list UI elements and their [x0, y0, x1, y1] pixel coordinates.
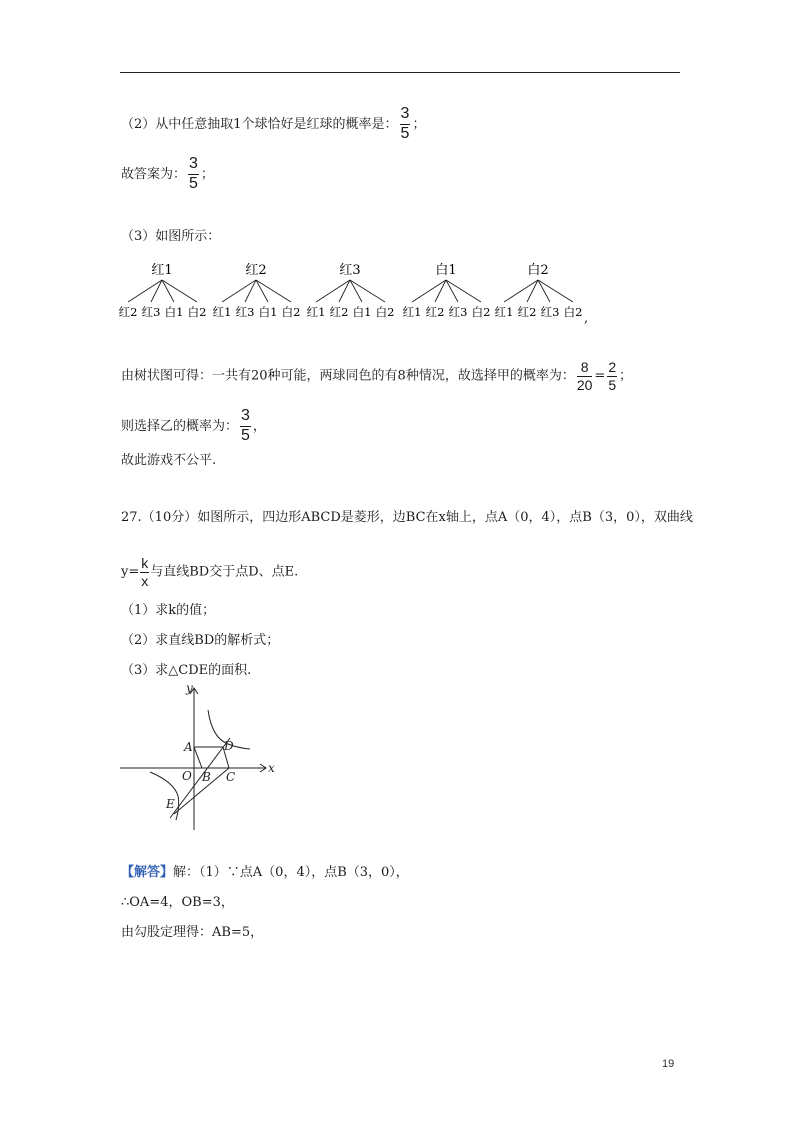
- tree-branch: [256, 280, 291, 302]
- tree-4: [402, 262, 492, 322]
- tree-leaf-label: 红1: [212, 305, 232, 319]
- unfair-line: 故此游戏不公平.: [121, 453, 217, 468]
- tree-leaf-label: 白1: [352, 305, 372, 319]
- solution-line1: [121, 866, 409, 879]
- tree-leaf-label: 红3: [235, 305, 255, 319]
- yi-text: 则选择乙的概率为：: [121, 418, 239, 434]
- tree-leaf-label: 红3: [448, 305, 468, 319]
- fraction-k-over-x: [140, 556, 149, 588]
- tree-leaf-label: 白2: [187, 305, 207, 319]
- tree-result-text: 由树状图可得：一共有20种可能，两球同色的有8种情况，故选择甲的概率为：: [121, 368, 575, 384]
- fraction-numerator: 3: [400, 106, 411, 125]
- tree-leaf-label: 红1: [402, 305, 422, 319]
- solution-line2: ∴OA=4，OB=3，: [121, 895, 234, 910]
- fraction-numerator: 8: [577, 360, 593, 377]
- tree-leaf-label: 白2: [563, 305, 583, 319]
- fraction-numerator: 3: [240, 408, 251, 427]
- rhombus-figure: [108, 680, 283, 839]
- label-c: C: [226, 770, 236, 784]
- page-number: 19: [662, 1058, 675, 1070]
- tree-1: [118, 262, 208, 322]
- label-e: E: [166, 797, 175, 811]
- tree-branch: [350, 280, 385, 302]
- tree-tail-punct: ,: [584, 311, 589, 326]
- solution-tag: 【解答】: [121, 865, 174, 880]
- tree-leaf-label: 白1: [258, 305, 278, 319]
- q27-sub3: （3）求△CDE的面积.: [121, 663, 252, 678]
- header-rule: [120, 72, 680, 73]
- label-b: B: [202, 770, 211, 784]
- fraction-numerator: 2: [608, 359, 617, 375]
- punct: ；: [200, 166, 214, 182]
- solution-text: 解：（1）∵点A（0，4），点B（3，0），: [173, 865, 409, 880]
- tree-result-line: [121, 360, 632, 392]
- part2-text: （2）从中任意抽取1个球恰好是红球的概率是：: [121, 116, 398, 132]
- tree-root-label: 白2: [527, 263, 549, 278]
- fraction-denominator: 5: [400, 124, 410, 142]
- tree-leaf-label: 红2: [517, 305, 537, 319]
- fraction: [400, 106, 411, 143]
- tree-leaf-label: 红2: [425, 305, 445, 319]
- tree-root-label: 红2: [245, 263, 267, 278]
- fraction-denominator: x: [141, 572, 149, 589]
- y-prefix: y=: [121, 564, 140, 580]
- tree-svg: [306, 262, 396, 322]
- tree-svg: [118, 262, 208, 322]
- fraction-denominator: 5: [189, 174, 198, 192]
- part2-line: [121, 106, 425, 143]
- tree-root-label: 白1: [435, 263, 457, 278]
- tree-leaf-label: 白1: [164, 305, 184, 319]
- fraction-denominator: 5: [241, 426, 250, 444]
- tree-3: [306, 262, 396, 322]
- fraction-2-5: [607, 360, 617, 392]
- tree-branch: [538, 280, 573, 302]
- fraction: [240, 408, 251, 445]
- tree-svg: [402, 262, 492, 322]
- tree-leaf-label: 白2: [375, 305, 395, 319]
- tree-root-label: 红1: [151, 263, 173, 278]
- q27-sub1: （1）求k的值；: [121, 603, 216, 618]
- tree-leaf-label: 红2: [118, 305, 138, 319]
- answer-line: [121, 156, 214, 193]
- answer-text: 故答案为：: [121, 166, 187, 182]
- label-d: D: [224, 739, 234, 753]
- yi-probability-line: [121, 408, 266, 445]
- figure-svg: [108, 680, 283, 835]
- tree-leaf-label: 红2: [329, 305, 349, 319]
- q27-line1: 27.（10分）如图所示，四边形ABCD是菱形，边BC在x轴上，点A（0，4），点B（3，0），双曲线: [121, 510, 693, 525]
- punct: ；: [619, 368, 633, 384]
- tree-5: [494, 262, 584, 322]
- equals-sign: =: [594, 368, 606, 384]
- tree-leaf-label: 红1: [306, 305, 326, 319]
- fraction-numerator: k: [141, 555, 149, 571]
- tree-leaf-label: 红3: [141, 305, 161, 319]
- q27-sub2: （2）求直线BD的解析式；: [121, 633, 280, 648]
- label-y: y: [186, 681, 193, 695]
- label-o: O: [182, 769, 192, 783]
- part3-line: （3）如图所示：: [121, 229, 221, 244]
- fraction-denominator: 20: [576, 376, 593, 393]
- punct: ；: [412, 116, 426, 132]
- tree-leaf-label: 白2: [471, 305, 491, 319]
- punct: ，: [252, 418, 266, 434]
- fraction: [188, 156, 199, 193]
- tree-branch: [446, 280, 481, 302]
- q27-line2-text: 与直线BD交于点D、点E.: [150, 564, 299, 580]
- fraction-denominator: 5: [608, 376, 617, 393]
- fraction-8-20: [577, 360, 593, 392]
- tree-leaf-label: 白2: [281, 305, 301, 319]
- tree-branch: [162, 280, 197, 302]
- label-a: A: [184, 740, 193, 754]
- tree-leaf-label: 红1: [494, 305, 514, 319]
- tree-svg: [212, 262, 302, 322]
- fraction-numerator: 3: [188, 156, 199, 175]
- tree-leaf-label: 红3: [540, 305, 560, 319]
- tree-root-label: 红3: [339, 263, 361, 278]
- solution-line3: 由勾股定理得：AB=5，: [121, 925, 264, 940]
- label-x: x: [268, 761, 275, 775]
- tree-svg: [494, 262, 584, 322]
- q27-line2: [121, 556, 298, 588]
- tree-2: [212, 262, 302, 322]
